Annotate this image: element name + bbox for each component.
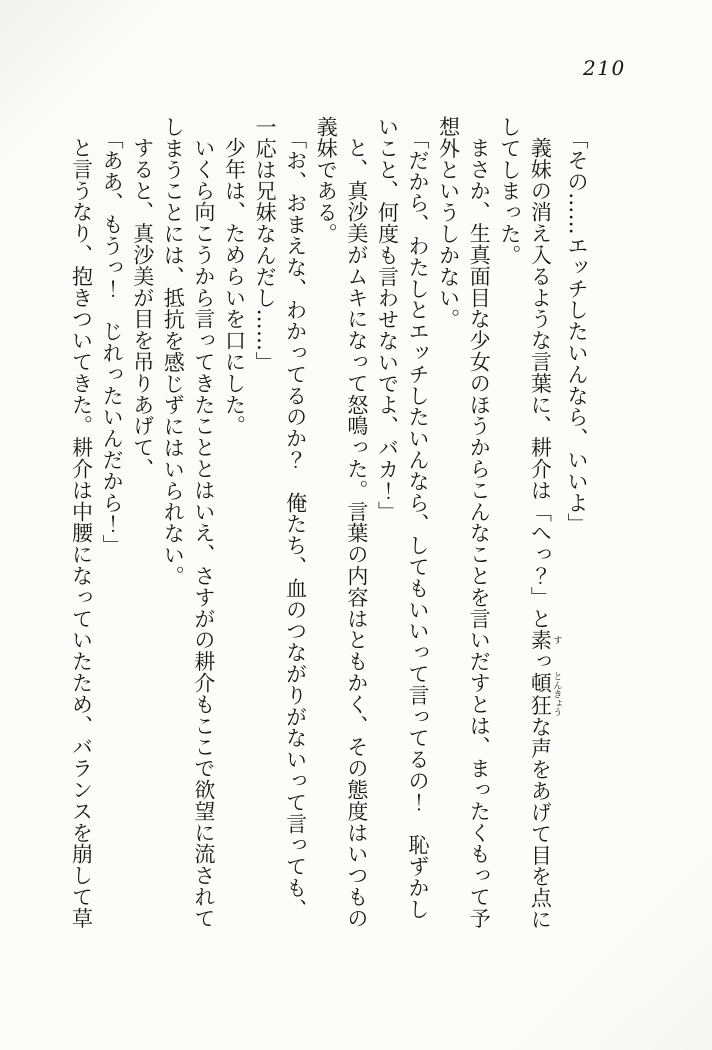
paragraph: いくら向こうから言ってきたこととはいえ、さすがの耕介もここで欲望に流されてしまうことには、抵抗を感じずにはいられない。 — [161, 116, 216, 929]
page-number: 210 — [583, 56, 626, 80]
ruby-annotation: 頓狂 とんきょう — [528, 671, 562, 717]
paragraph: 義妹の消え入るような言葉に、耕介は「へっ？」と素 すっ頓狂 とんきょうな声をあげて目を点にしてしまった。 — [497, 116, 562, 930]
paragraph: まさか、生真面目な少女のほうからこんなことを言いだすとは、まったくもって予想外というしかない。 — [436, 116, 492, 929]
paragraph: 少年は、ためらいを口にした。 — [222, 137, 247, 437]
paragraph: 「だから、わたしとエッチしたいんなら、してもいいって言ってるの！ 恥ずかしいこと、何度も言わせないでよ、バカ！」 — [375, 116, 431, 920]
paragraph: と、真沙美がムキになって怒鳴った。言葉の内容はともかく、その態度はいつもの義妹である。 — [314, 116, 369, 929]
paragraph: 「その……エッチしたいんなら、いいよ」 — [565, 127, 589, 535]
ruby-annotation: 素 す — [528, 629, 562, 651]
paragraph: 「ああ、もうっ！ じれったいんだから！」 — [100, 127, 125, 556]
paragraph: すると、真沙美が目を吊りあげて、 — [130, 137, 155, 480]
paragraph: と言うなり、抱きついてきた。耕介は中腰になっていたため、バランスを崩して草 — [69, 137, 94, 929]
paragraph: 「お、おまえな、わかってるのか？ 俺たち、血のつながりがないって言っても、一応は兄妹なんだし……」 — [253, 116, 308, 920]
text-block — [66, 116, 592, 938]
